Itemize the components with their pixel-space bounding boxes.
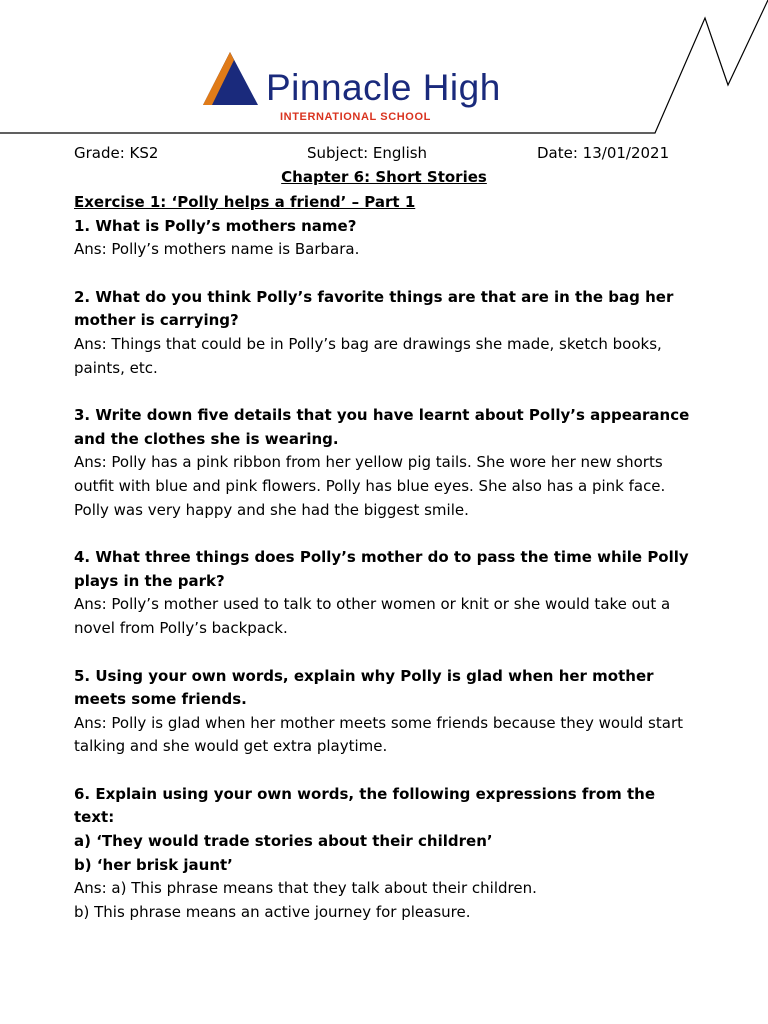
exercise-title: Exercise 1: ‘Polly helps a friend’ – Part 1 [74,193,416,211]
date-label: Date: 13/01/2021 [537,144,670,162]
answer-5: Ans: Polly is glad when her mother meets some friends because they would start talking and she would get extra playtime. [74,713,683,756]
answer-2: Ans: Things that could be in Polly’s bag are drawings she made, sketch books, paints, etc. [74,334,662,377]
answer-6a: Ans: a) This phrase means that they talk about their children. [74,879,537,898]
answer-6b: b) This phrase means an active journey for pleasure. [74,902,471,921]
worksheet-content [74,191,694,924]
question-1: 1. What is Polly’s mothers name? [74,216,357,235]
logo-name: Pinnacle High [266,67,501,108]
question-6a: a) ‘They would trade stories about their children’ [74,832,493,851]
logo-subtitle: INTERNATIONAL SCHOOL [280,111,431,123]
question-4: 4. What three things does Polly’s mother do to pass the time while Polly plays in the park? [74,548,689,590]
answer-3: Ans: Polly has a pink ribbon from her yellow pig tails. She wore her new shorts outfit with blue and pink flowers. Polly has blue eyes. She also has a pink face. Polly was very happy and she had the biggest smile. [74,453,666,519]
grade-label: Grade: KS2 [74,144,159,162]
subject-label: Subject: English [307,144,428,162]
question-6: 6. Explain using your own words, the following expressions from the text: [74,784,655,827]
question-3: 3. Write down five details that you have learnt about Polly’s appearance and the clothes she is wearing. [74,406,690,448]
question-2: 2. What do you think Polly’s favorite things are that are in the bag her mother is carrying? [74,287,674,330]
chapter-title: Chapter 6: Short Stories [281,168,487,186]
question-5: 5. Using your own words, explain why Polly is glad when her mother meets some friends. [74,666,654,709]
question-6b: b) ‘her brisk jaunt’ [74,855,233,874]
answer-4: Ans: Polly’s mother used to talk to other women or knit or she would take out a novel from Polly’s backpack. [74,595,671,637]
answer-1: Ans: Polly’s mothers name is Barbara. [74,240,360,259]
